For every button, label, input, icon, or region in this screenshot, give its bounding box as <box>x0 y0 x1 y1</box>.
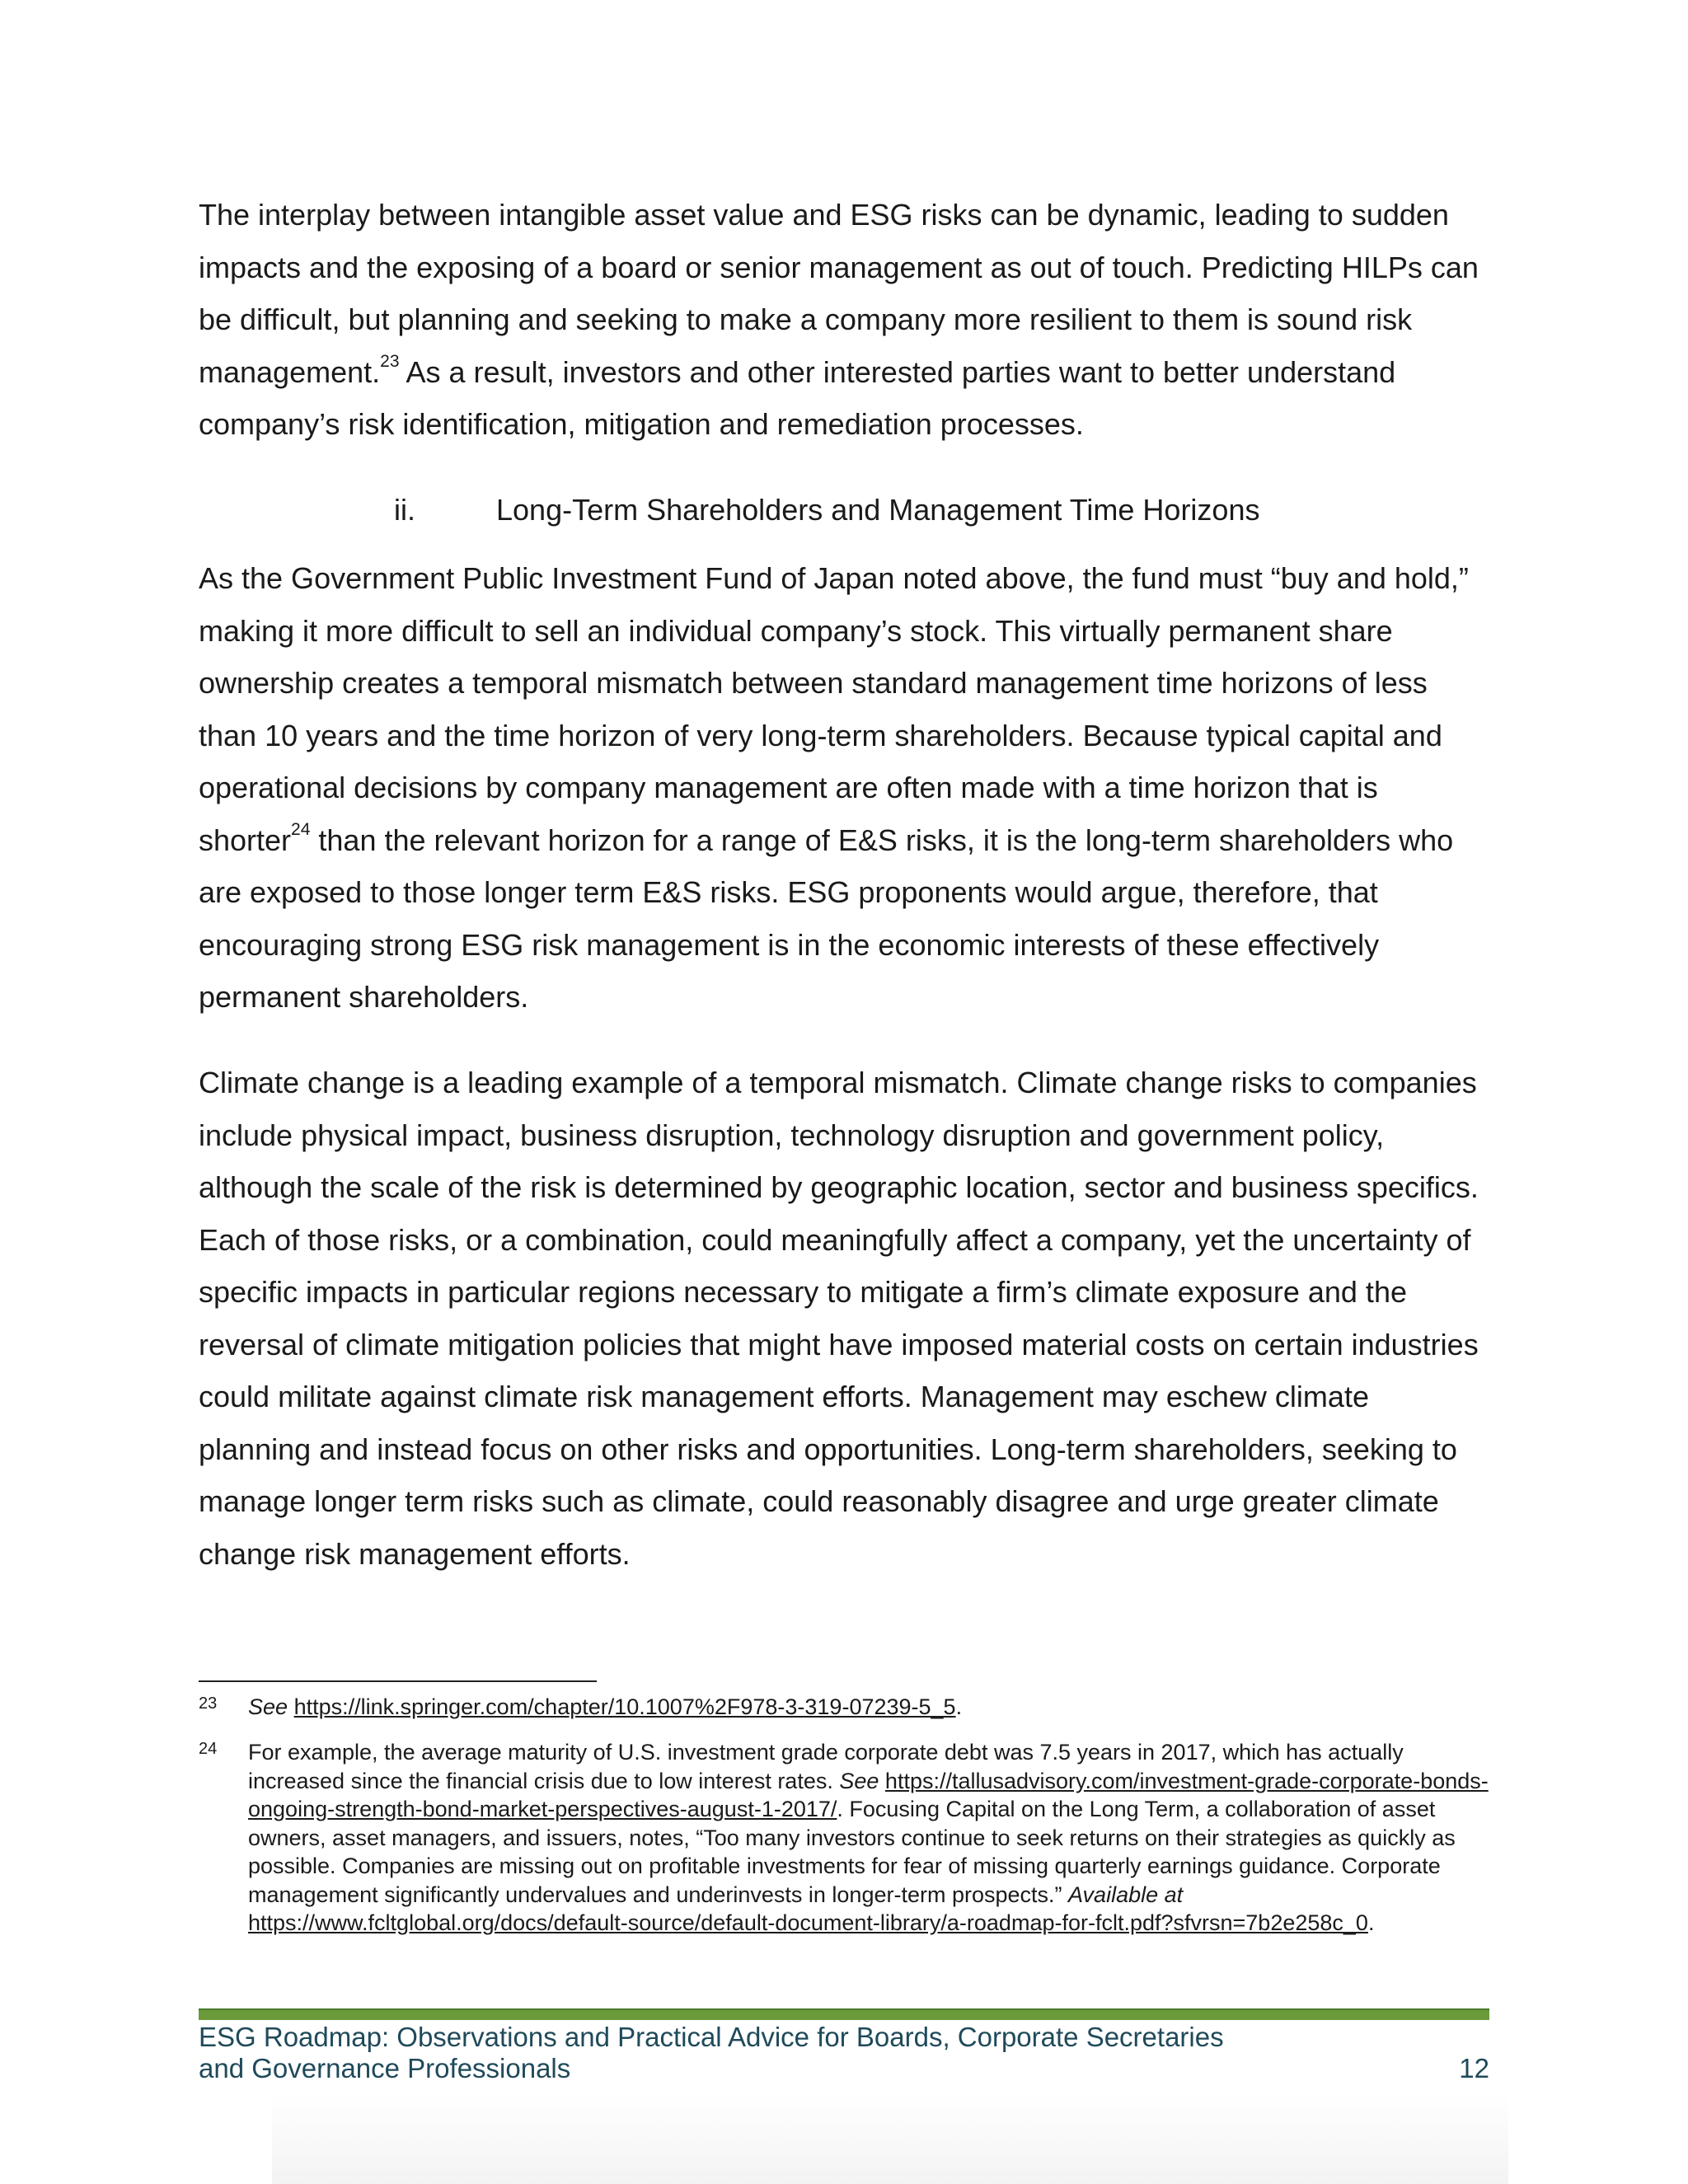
page-number: 12 <box>1459 2053 1489 2083</box>
paragraph-intangible-assets <box>199 189 1489 451</box>
paragraph-climate-change: Climate change is a leading example of a temporal mismatch. Climate change risks to companies include physical impact, business disruption, technology disruption and government policy, although the scale of the risk is determined by geographic location, sector and business specifics. Each of those risks, or a combination, could meaningfully affect a company, yet the uncertainty of specific impacts in particular regions necessary to mitigate a firm’s climate exposure and the reversal of climate mitigation policies that might have imposed material costs on certain industries could militate against climate risk management efforts. Management may eschew climate planning and instead focus on other risks and opportunities. Long-term shareholders, seeking to manage longer term risks such as climate, could reasonably disagree and urge greater climate change risk management efforts. <box>199 1066 1479 1571</box>
section-heading-number: ii. <box>394 493 415 527</box>
footnote-see: See <box>839 1768 879 1793</box>
paragraph-text: The interplay between intangible asset value and ESG risks can be dynamic, leading to sudden impacts and the exposing of a board or senior management as out of touch. Predicting HILPs can be difficult, but planning and seeking to make a company more resilient to them is sound risk management. <box>199 198 1479 389</box>
paragraph-time-horizons <box>199 552 1489 1024</box>
footnote-23 <box>199 1693 1489 1722</box>
footnote-text: For example, the average maturity of U.S. investment grade corporate debt was 7.5 years in 2017, which has actually increased since the financial crisis due to low interest rates. <box>248 1740 1404 1793</box>
paragraph-text: than the relevant horizon for a range of E&S risks, it is the long-term shareholders who are exposed to those longer term E&S risks. ESG proponents would argue, therefore, that encouraging strong ESG risk management is in the economic interests of these effectively permanent shareholders. <box>199 823 1454 1014</box>
footnote-text: . Focusing Capital on the Long Term, a collaboration of asset owners, asset managers, and issuers, notes, “Too many investors continue to seek returns on their strategies as quickly as possible. Companies are missing out on profitable investments for fear of missing quarterly earnings guidance. Corporate management significantly undervalues and underinvests in longer-term prospects.” <box>248 1797 1456 1907</box>
footnote-end: . <box>1367 1910 1375 1935</box>
footer-title <box>199 2022 1353 2084</box>
footnote-link[interactable]: https://link.springer.com/chapter/10.1007%2F978-3-319-07239-5_5 <box>293 1694 956 1719</box>
footnote-24 <box>199 1738 1489 1938</box>
footnote-number: 23 <box>199 1694 218 1713</box>
section-heading-title: Long-Term Shareholders and Management Time Horizons <box>496 493 1260 527</box>
footnote-link[interactable]: https://tallusadvisory.com/investment-grade-corporate-bonds-ongoing-strength-bond-market-perspectives-august-1-2017/ <box>248 1768 1489 1821</box>
footnote-number: 24 <box>199 1740 218 1758</box>
paragraph-text: As a result, investors and other interested parties want to better understand company’s risk identification, mitigation and remediation processes. <box>199 354 1396 441</box>
footnote-see: See <box>248 1694 288 1719</box>
footer-bar <box>199 2008 1489 2020</box>
footnote-body <box>248 1738 1489 1938</box>
scan-shadow <box>272 2093 1508 2184</box>
paragraph-text: As the Government Public Investment Fund of Japan noted above, the fund must “buy and hold,” making it more difficult to sell an individual company’s stock. This virtually permanent share ownership creates a temporal mismatch between standard management time horizons of less than 10 years and the time horizon of very long-term shareholders. Because typical capital and operational decisions by company management are often made with a time horizon that is shorter <box>199 561 1469 857</box>
footnote-ref-23[interactable]: 23 <box>380 351 400 371</box>
footer-title-line: ESG Roadmap: Observations and Practical Advice for Boards, Corporate Secretaries <box>199 2022 1224 2052</box>
footnote-available-at: Available at <box>1068 1882 1184 1907</box>
footnote-separator <box>199 1680 597 1682</box>
footnote-link[interactable]: https://www.fcltglobal.org/docs/default-source/default-document-library/a-roadmap-for-fclt.pdf?sfvrsn=7b2e258c_0 <box>248 1910 1368 1935</box>
footnote-body <box>248 1693 1489 1722</box>
footer-title-line: and Governance Professionals <box>199 2053 571 2083</box>
footnote-ref-24[interactable]: 24 <box>291 819 311 839</box>
footnote-end: . <box>955 1694 963 1719</box>
